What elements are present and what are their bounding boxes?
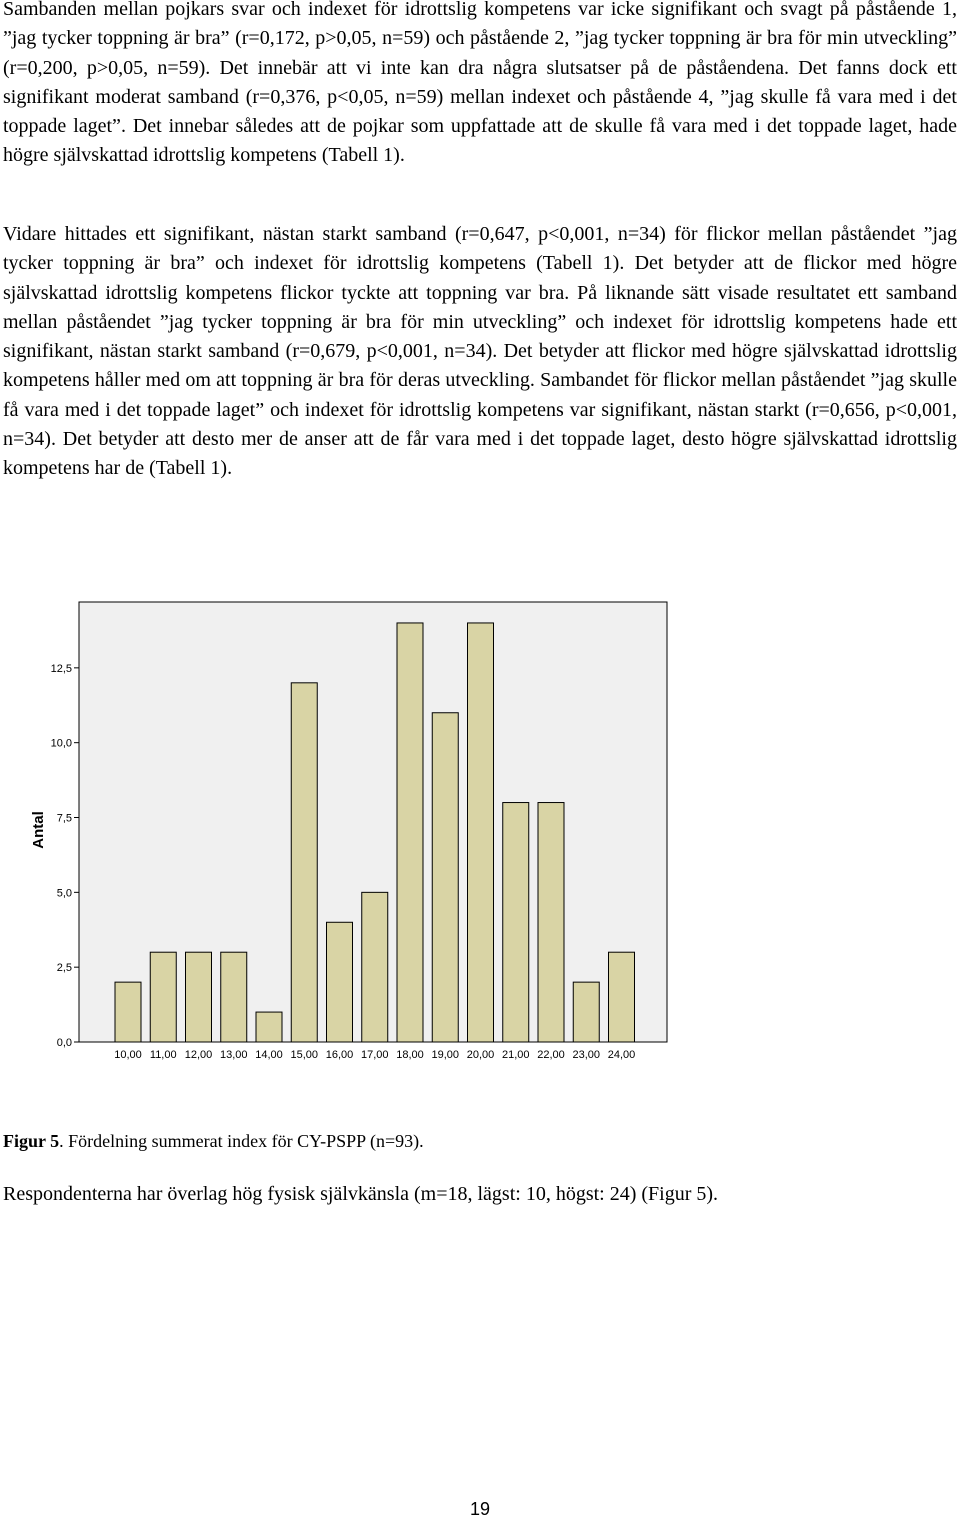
- figure-caption-text: . Fördelning summerat index för CY-PSPP (n=93).: [59, 1131, 424, 1151]
- bar: [609, 952, 635, 1042]
- bar: [150, 952, 176, 1042]
- y-tick-label: 10,0: [50, 737, 72, 750]
- bar: [291, 683, 317, 1042]
- paragraph-summary: Respondenterna har överlag hög fysisk självkänsla (m=18, lägst: 10, högst: 24) (Figur 5).: [3, 1183, 719, 1205]
- y-tick-label: 7,5: [56, 812, 72, 825]
- x-tick-label: 12,00: [184, 1049, 213, 1061]
- bar: [397, 623, 423, 1042]
- x-tick-label: 18,00: [396, 1049, 424, 1061]
- x-tick-label: 23,00: [572, 1049, 601, 1061]
- x-tick-label: 10,00: [114, 1049, 142, 1061]
- x-tick-label: 13,00: [219, 1049, 248, 1061]
- page-number: 19: [469, 1499, 491, 1519]
- bar: [115, 982, 141, 1042]
- bar: [468, 623, 494, 1042]
- x-tick-label: 14,00: [255, 1049, 283, 1061]
- x-tick-label: 21,00: [501, 1049, 530, 1061]
- bar: [186, 952, 212, 1042]
- y-tick-label: 12,5: [50, 662, 72, 675]
- bar: [503, 803, 529, 1042]
- x-tick-label: 20,00: [466, 1049, 495, 1061]
- bar: [221, 952, 247, 1042]
- figure-caption: [3, 1131, 424, 1152]
- y-axis-label: Antal: [30, 811, 47, 849]
- paragraph-girls-correlation: Vidare hittades ett signifikant, nästan starkt samband (r=0,647, p<0,001, n=34) för flickor mellan påståendet ”jag tycker toppning är bra” och indexet för idrottslig kompetens (Tabell 1). Det betyder att de flickor med högre självskattad idrottslig kompetens flickor tyckte att toppning var bra. På liknande sätt visade resultatet ett samband mellan påståendet ”jag tycker toppning är bra för min utveckling” och indexet för idrottslig kompetens hade ett signifikant, nästan starkt samband (r=0,679, p<0,001, n=34). Det betyder att flickor med högre självskattad idrottslig kompetens håller med om att toppning är bra för deras utveckling. Sambandet för flickor mellan påståendet ”jag skulle få vara med i det toppade laget” och indexet för idrottslig kompetens var signifikant, nästan starkt (r=0,656, p<0,001, n=34). Det betyder att desto mer de anser att de får vara med i det toppade laget, desto högre självskattad idrottslig kompetens har de (Tabell 1).: [3, 223, 957, 480]
- bar: [327, 922, 353, 1042]
- y-tick-label: 2,5: [56, 962, 72, 975]
- bar: [362, 892, 388, 1042]
- x-tick-label: 16,00: [325, 1049, 354, 1061]
- y-tick-label: 5,0: [56, 887, 72, 900]
- bar: [573, 982, 599, 1042]
- histogram-chart: [0, 590, 960, 1070]
- x-tick-label: 19,00: [431, 1049, 460, 1061]
- x-tick-label: 11,00: [149, 1049, 177, 1061]
- x-tick-label: 15,00: [290, 1049, 319, 1061]
- bar: [538, 803, 564, 1042]
- x-tick-label: 22,00: [537, 1049, 565, 1061]
- x-tick-label: 17,00: [360, 1049, 389, 1061]
- bar: [432, 713, 458, 1042]
- paragraph-boys-correlation: Sambanden mellan pojkars svar och indexet för idrottslig kompetens var icke signifikant och svagt på påstående 1, ”jag tycker toppning är bra” (r=0,172, p>0,05, n=59) och påstående 2, ”jag tycker toppning är bra för min utveckling” (r=0,200, p>0,05, n=59). Det innebär att vi inte kan dra några slutsatser på de påståendena. Det fanns dock ett signifikant moderat samband (r=0,376, p<0,05, n=59) mellan indexet och påstående 4, ”jag skulle få vara med i det toppade laget”. Det innebar således att de pojkar som uppfattade att de skulle få vara med i det toppade laget, hade högre självskattad idrottslig kompetens (Tabell 1).: [3, 0, 957, 167]
- y-tick-label: 0,0: [56, 1037, 72, 1049]
- figure-caption-label: Figur 5: [3, 1131, 60, 1151]
- x-tick-label: 24,00: [607, 1049, 636, 1061]
- bar: [256, 1012, 282, 1042]
